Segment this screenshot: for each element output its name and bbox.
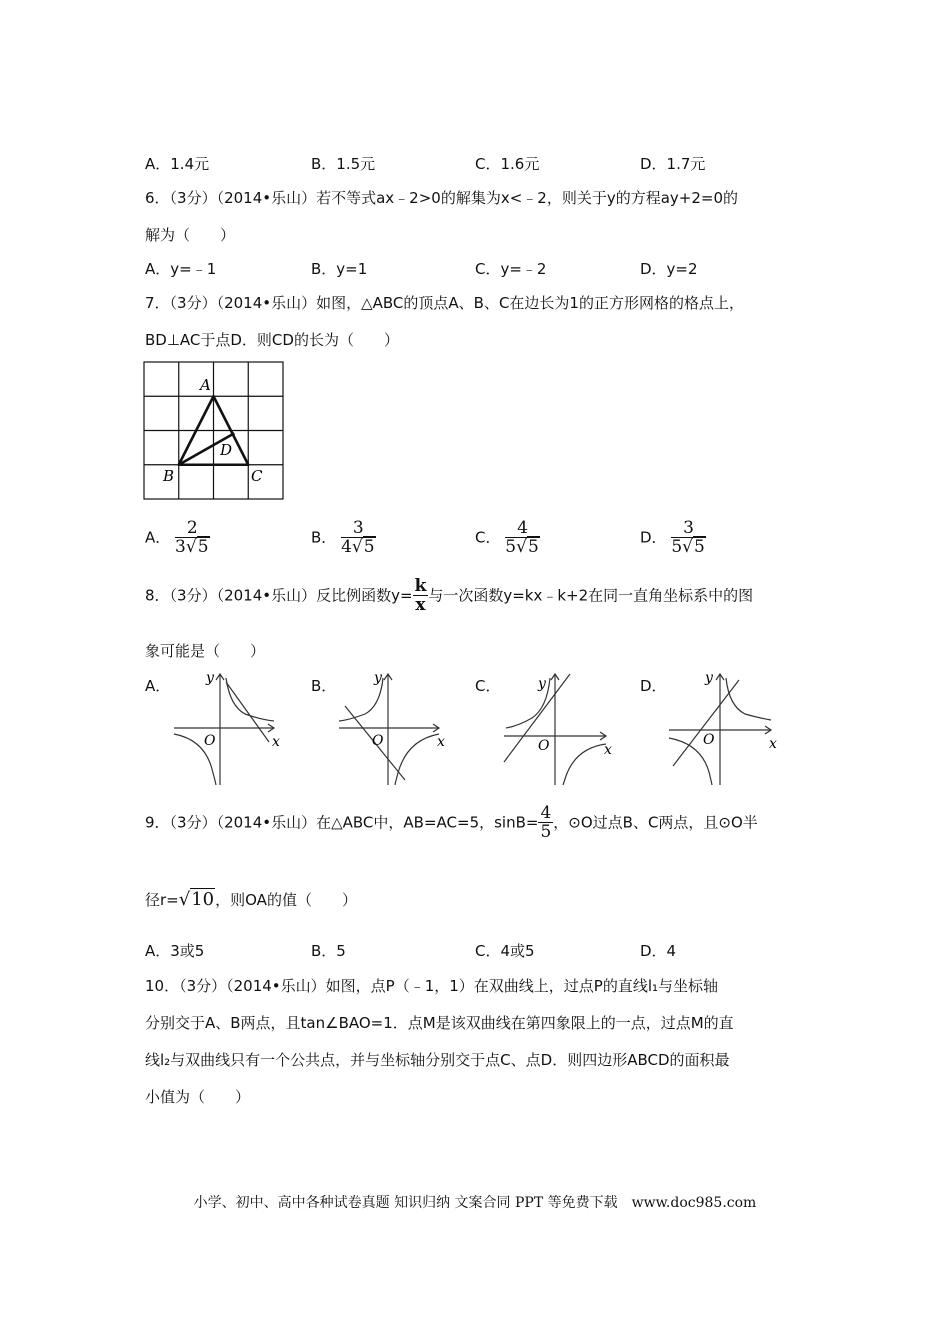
q8b-origin-label: O [372,733,384,749]
q8-graph-c [500,668,612,788]
q9-option-b: B．5 [311,942,346,960]
q7-option-a: A． $\frac{2}{3√5}$ [145,518,209,557]
q8c-origin-label: O [538,738,550,754]
q8d-x-label: x [769,736,777,752]
q7-label-c: C [251,467,263,485]
q8-text-line1: 8．（3分）（2014•乐山）反比例函数y= $\frac{k}{x}$ 与一次函数y=kx﹣k+2在同一直角坐标系中的图 [145,576,754,615]
q10-text-line2: 分别交于A、B两点，且tan∠BAO=1．点M是该双曲线在第四象限上的一点，过点M的直 [145,1014,734,1032]
q7-label-b: B [163,467,175,485]
q8-text-line2: 象可能是（ ） [145,642,266,660]
q8-option-a: A． [145,677,171,695]
q8d-y-label: y [705,670,713,686]
q8a-origin-label: O [204,733,216,749]
q9-text-line1: 9．（3分）（2014•乐山）在△ABC中，AB=AC=5，sinB= $\frac{4}{5}$ ，⊙O过点B、C两点，且⊙O半 [145,803,758,842]
q8b-x-label: x [437,734,445,750]
q6-text-line1: 6．（3分）（2014•乐山）若不等式ax﹣2>0的解集为x<﹣2，则关于y的方程ay+2=0的 [145,189,738,207]
q8-graph-d [665,668,777,788]
q8-option-b: B． [311,677,337,695]
q10-text-line1: 10．（3分）（2014•乐山）如图，点P（﹣1，1）在双曲线上，过点P的直线l₁与坐标轴 [145,977,719,995]
q5-option-a: A．1.4元 [145,155,210,173]
q8a-y-label: y [206,670,214,686]
q5-option-c: C．1.6元 [475,155,540,173]
q10-text-line4: 小值为（ ） [145,1088,251,1106]
q7-text-line2: BD⊥AC于点D．则CD的长为（ ） [145,331,399,349]
q9-option-a: A．3或5 [145,942,205,960]
q6-option-a: A．y=﹣1 [145,260,217,278]
q10-text-line3: 线l₂与双曲线只有一个公共点，并与坐标轴分别交于点C、点D．则四边形ABCD的面积最 [145,1051,730,1069]
q7-text-line1: 7．（3分）（2014•乐山）如图，△ABC的顶点A、B、C在边长为1的正方形网格的格点上， [145,294,744,312]
q8d-origin-label: O [703,732,715,748]
q8c-x-label: x [604,742,612,758]
q7-option-c: C． $\frac{4}{5√5}$ [475,518,539,557]
q6-option-b: B．y=1 [311,260,368,278]
q7-option-b: B． $\frac{3}{4√5}$ [311,518,375,557]
q9-text-line2: 径r=√10，则OA的值（ ） [145,889,357,910]
q8-graph-a [170,668,282,788]
q9-option-d: D．4 [640,942,677,960]
q6-option-c: C．y=﹣2 [475,260,547,278]
q8-option-c: C． [475,677,501,695]
q8-graph-b [335,668,447,788]
q9-option-c: C．4或5 [475,942,535,960]
q8b-y-label: y [374,670,382,686]
q8a-x-label: x [272,734,280,750]
q6-text-line2: 解为（ ） [145,226,236,244]
q7-label-d: D [220,441,233,459]
q8-option-d: D． [640,677,667,695]
q7-option-d: D． $\frac{3}{5√5}$ [640,518,705,557]
q7-label-a: A [200,376,211,394]
q5-option-d: D．1.7元 [640,155,706,173]
q8c-y-label: y [538,676,546,692]
page-footer: 小学、初中、高中各种试卷真题 知识归纳 文案合同 PPT 等免费下载 www.doc985.com [193,1195,757,1211]
q5-option-b: B．1.5元 [311,155,376,173]
q7-grid-triangle-figure [143,361,286,502]
q6-option-d: D．y=2 [640,260,698,278]
